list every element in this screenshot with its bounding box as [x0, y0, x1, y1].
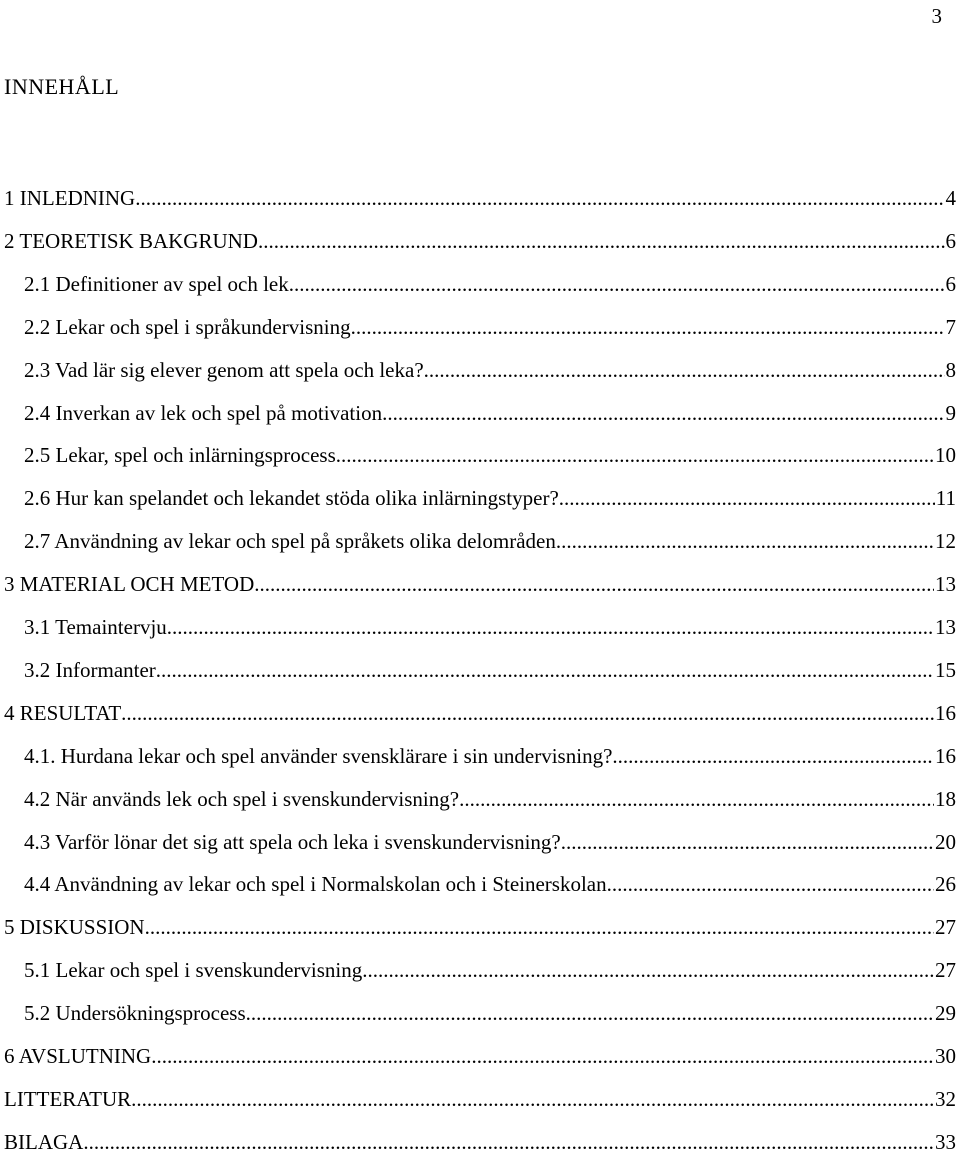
toc-entry[interactable]: [24, 1001, 960, 1031]
page-number: 3: [931, 4, 942, 28]
toc-entry-page-number: 26: [935, 872, 956, 897]
toc-dot-leader: [145, 915, 934, 940]
toc-entry[interactable]: [4, 915, 960, 945]
toc-dot-leader: [254, 572, 934, 597]
toc-dot-leader: [135, 186, 944, 211]
toc-entry-page-number: 32: [935, 1086, 956, 1111]
toc-entry-title: 3 MATERIAL OCH METOD: [4, 572, 255, 597]
toc-entry-title: 2.2 Lekar och spel i språkundervisning: [24, 314, 351, 339]
toc-entry-title: 3.1 Temaintervju: [24, 615, 167, 639]
toc-dot-leader: [289, 272, 945, 297]
toc-entry[interactable]: [24, 529, 960, 559]
toc-entry-title: 2.4 Inverkan av lek och spel på motivation: [24, 400, 383, 425]
toc-entry[interactable]: [24, 486, 960, 516]
toc-entry[interactable]: [24, 830, 960, 860]
toc-dot-leader: [83, 1130, 934, 1155]
toc-dot-leader: [561, 830, 934, 855]
toc-dot-leader: [156, 658, 934, 683]
toc-entry[interactable]: [24, 401, 960, 431]
toc-entry-title: 2.6 Hur kan spelandet och lekandet stöda olika inlärningstyper?: [24, 486, 559, 511]
toc-entry-page-number: 6: [945, 228, 956, 253]
toc-entry-title: 2.3 Vad lär sig elever genom att spela och leka?: [24, 357, 424, 382]
toc-dot-leader: [246, 1001, 934, 1026]
toc-entry[interactable]: [24, 315, 960, 345]
toc-dot-leader: [459, 787, 934, 812]
toc-entry-page-number: 9: [945, 400, 956, 425]
toc-entry-page-number: 6: [945, 271, 956, 296]
toc-entry-page-number: 16: [935, 743, 956, 768]
toc-entry-title: 5.2 Undersökningsprocess: [24, 1001, 246, 1026]
toc-dot-leader: [258, 229, 945, 254]
toc-entry[interactable]: [24, 744, 960, 774]
toc-entry-page-number: 16: [935, 700, 956, 725]
toc-entry-page-number: 15: [935, 657, 956, 682]
toc-entry[interactable]: [4, 186, 960, 216]
toc-entry-page-number: 33: [935, 1129, 956, 1154]
toc-entry[interactable]: [4, 229, 960, 259]
toc-entry-title: 3.2 Informanter: [24, 657, 156, 682]
toc-dot-leader: [167, 615, 934, 640]
toc-entry-title: 4 RESULTAT: [4, 700, 122, 725]
toc-dot-leader: [559, 486, 935, 511]
toc-entry-title: 5.1 Lekar och spel i svenskundervisning: [24, 958, 363, 983]
toc-dot-leader: [131, 1087, 934, 1112]
toc-dot-leader: [607, 872, 934, 897]
toc-entry-page-number: 29: [935, 1001, 956, 1026]
toc-entry-title: 2 TEORETISK BAKGRUND: [4, 228, 258, 253]
toc-entry-page-number: 30: [935, 1044, 956, 1068]
toc-entry-page-number: 27: [935, 958, 956, 983]
toc-dot-leader: [336, 443, 934, 468]
toc-dot-leader: [362, 958, 934, 983]
toc-entry-title: 4.4 Användning av lekar och spel i Normalskolan och i Steinerskolan: [24, 872, 607, 897]
toc-entry-title: 1 INLEDNING: [4, 186, 136, 210]
toc-entry[interactable]: [24, 658, 960, 688]
toc-dot-leader: [424, 358, 945, 383]
toc-entry-title: 4.2 När används lek och spel i svenskundervisning?: [24, 786, 460, 811]
toc-dot-leader: [561, 529, 934, 554]
toc-entry[interactable]: [4, 1130, 960, 1160]
toc-entry-title: 4.1. Hurdana lekar och spel använder svensklärare i sin undervisning?: [24, 743, 613, 768]
toc-entry[interactable]: [4, 572, 960, 602]
toc-dot-leader: [612, 744, 934, 769]
toc-entry-page-number: 7: [945, 314, 956, 339]
toc-dot-leader: [382, 401, 944, 426]
toc-entry[interactable]: [24, 615, 960, 645]
toc-entry[interactable]: [24, 443, 960, 473]
toc-entry-title: 2.1 Definitioner av spel och lek: [24, 271, 289, 296]
toc-entry[interactable]: [24, 272, 960, 302]
toc-entry-title: BILAGA: [4, 1129, 84, 1154]
toc-entry[interactable]: [4, 701, 960, 731]
toc-entry[interactable]: [24, 872, 960, 902]
toc-entry-page-number: 12: [935, 529, 956, 554]
toc-entry-title: 2.7 Användning av lekar och spel på språkets olika delområden.: [24, 529, 562, 554]
page-title: INNEHÅLL: [4, 74, 120, 99]
toc-entry-page-number: 13: [935, 615, 956, 639]
toc-entry-page-number: 13: [935, 572, 956, 597]
toc-entry-page-number: 10: [935, 443, 956, 468]
toc-dot-leader: [351, 315, 945, 340]
toc-entry-page-number: 11: [935, 486, 956, 511]
toc-entry[interactable]: [4, 1087, 960, 1117]
toc-entry-title: 2.5 Lekar, spel och inlärningsprocess: [24, 443, 336, 468]
toc-dot-leader: [121, 701, 934, 726]
toc-entry[interactable]: [24, 958, 960, 988]
toc-entry-page-number: 20: [935, 829, 956, 854]
toc-entry-page-number: 4: [945, 186, 956, 210]
toc-entry[interactable]: [4, 1044, 960, 1074]
toc-entry-page-number: 18: [935, 786, 956, 811]
toc-entry[interactable]: [24, 358, 960, 388]
toc-entry-page-number: 27: [935, 915, 956, 940]
toc-entry-title: 6 AVSLUTNING: [4, 1044, 152, 1068]
toc-dot-leader: [151, 1044, 934, 1069]
toc-entry-title: LITTERATUR: [4, 1086, 132, 1111]
toc-entry-page-number: 8: [945, 357, 956, 382]
toc-entry-title: 5 DISKUSSION: [4, 915, 145, 940]
toc-entry-title: 4.3 Varför lönar det sig att spela och leka i svenskundervisning?: [24, 829, 561, 854]
toc-entry[interactable]: [24, 787, 960, 817]
